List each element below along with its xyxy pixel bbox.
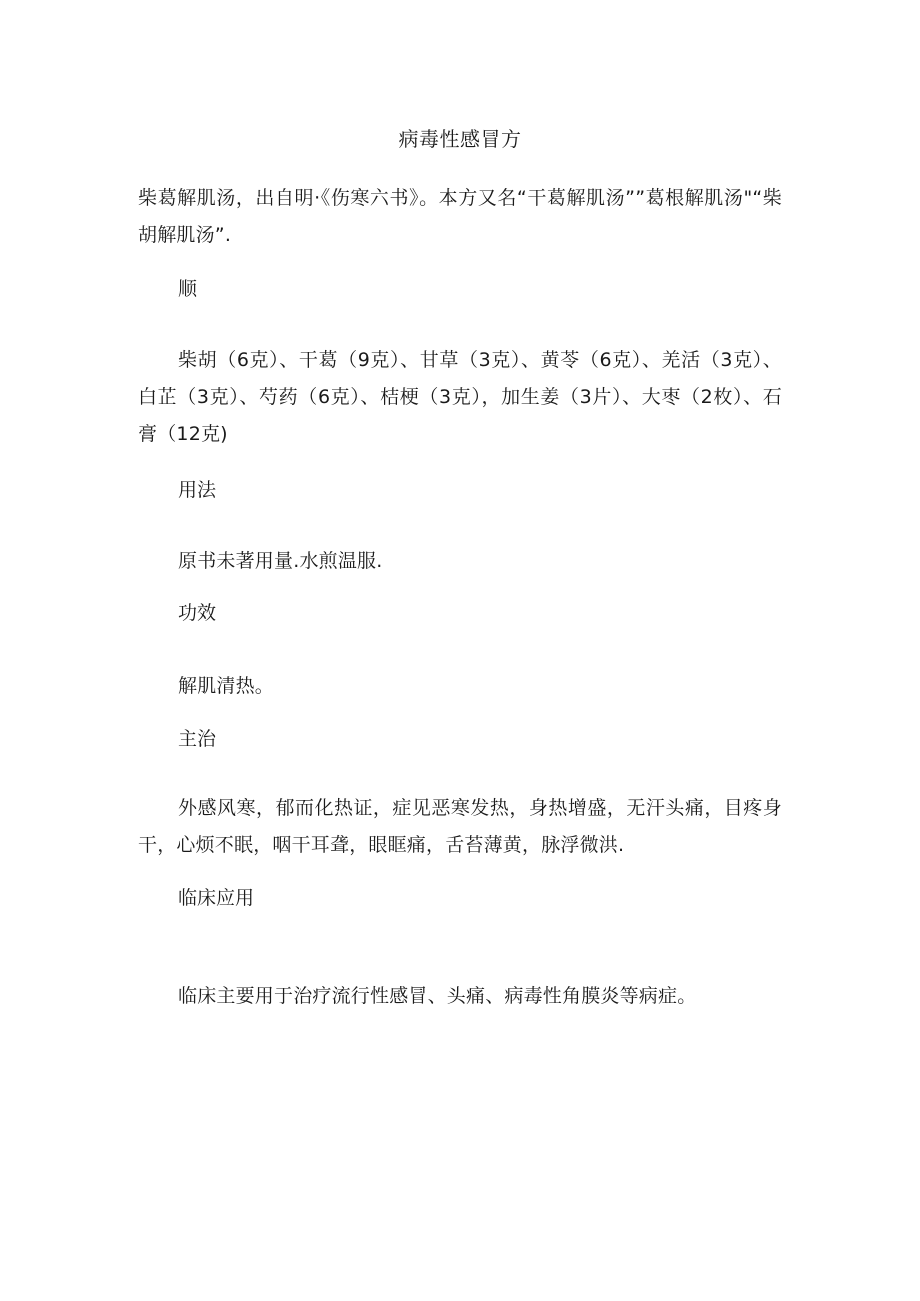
section-heading-efficacy: 功效 — [178, 602, 217, 624]
section-body-indications: 外感风寒，郁而化热证，症见恶寒发热，身热增盛，无汗头痛，目疼身干，心烦不眠，咽干耳聋，眼眶痛，舌苔薄黄，脉浮微洪. — [138, 797, 782, 856]
section-heading-ingredients: 顺 — [178, 278, 198, 300]
intro-paragraph: 柴葛解肌汤，出自明·《伤寒六书》。本方又名“干葛解肌汤””葛根解肌汤"“柴胡解肌汤”. — [138, 187, 782, 246]
section-body-usage: 原书未著用量.水煎温服. — [178, 550, 383, 572]
section-body-efficacy: 解肌清热。 — [178, 675, 275, 697]
document-title: 病毒性感冒方 — [398, 127, 522, 151]
section-body-ingredients: 柴胡（6克）、干葛（9克）、甘草（3克）、黄苓（6克）、羌活（3克）、白芷（3克）、芍药（6克）、桔梗（3克），加生姜（3片）、大枣（2枚）、石膏（12克) — [138, 349, 782, 445]
section-heading-indications: 主治 — [178, 728, 217, 750]
section-heading-usage: 用法 — [178, 479, 217, 501]
section-body-clinical-use: 临床主要用于治疗流行性感冒、头痛、病毒性角膜炎等病症。 — [178, 985, 697, 1007]
section-heading-clinical-use: 临床应用 — [178, 887, 255, 909]
